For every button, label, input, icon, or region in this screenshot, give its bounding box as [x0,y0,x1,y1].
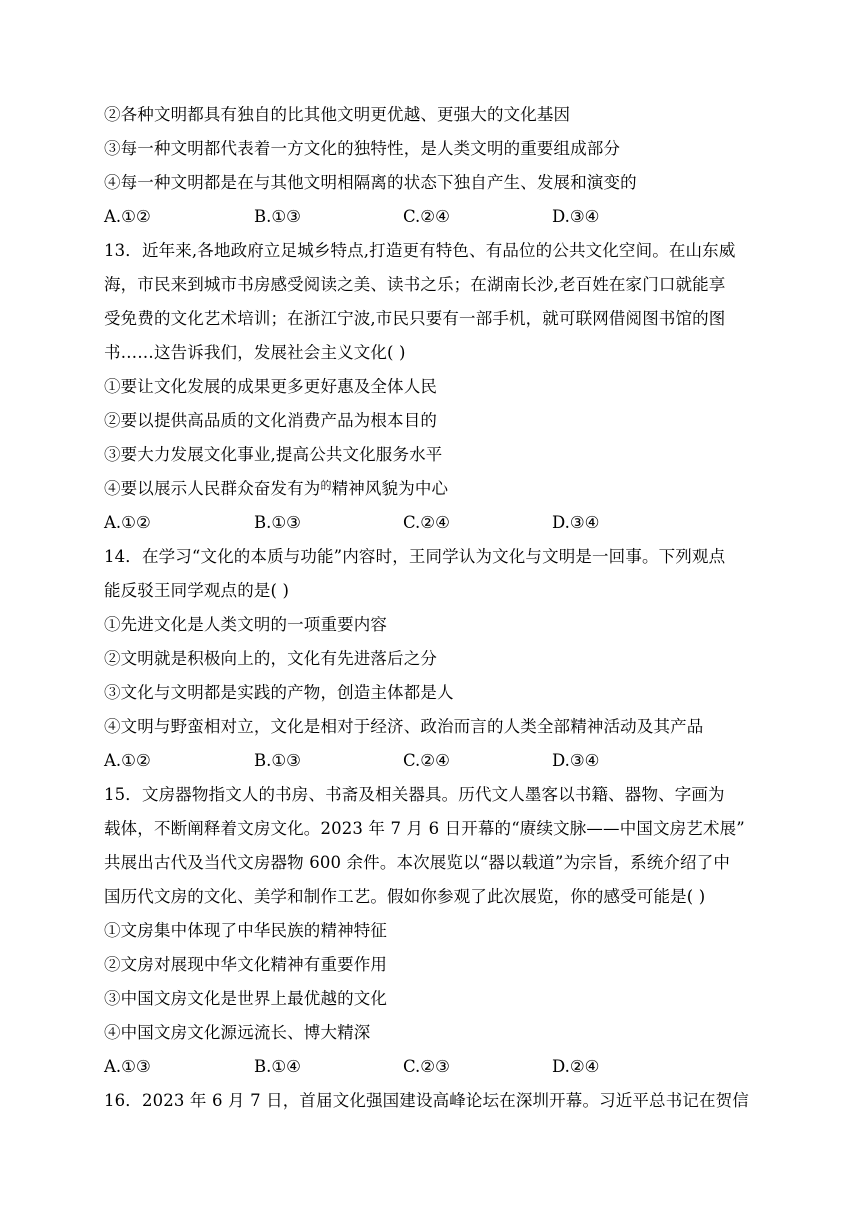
q14-option-b: B.①③ [254,751,301,770]
q13-item-4-superscript: 的 [320,479,332,492]
q14-option-a: A.①② [104,751,151,770]
q13-option-c: C.②④ [403,513,450,532]
q14-item-2: ②文明就是积极向上的，文化有先进落后之分 [104,649,437,668]
q12-item-4: ④每一种文明都是在与其他文明相隔离的状态下独自产生、发展和演变的 [104,173,637,192]
q13-option-b: B.①③ [254,513,301,532]
q14-option-d: D.③④ [552,751,600,770]
q13-stem-line-4: 书……这告诉我们，发展社会主义文化( ) [104,343,406,362]
q13-item-3: ③要大力发展文化事业,提高公共文化服务水平 [104,445,443,464]
q13-item-4-part-a: ④要以展示人民群众奋发有为 [104,479,321,498]
q14-item-3: ③文化与文明都是实践的产物，创造主体都是人 [104,683,454,702]
q12-option-b: B.①③ [254,207,301,226]
q15-item-4: ④中国文房文化源远流长、博大精深 [104,1023,371,1042]
q15-option-b: B.①④ [254,1057,301,1076]
q15-stem-line-2: 载体，不断阐释着文房文化。2023 年 7 月 6 日开幕的“赓续文脉——中国文房艺术展” [104,819,745,838]
q14-stem-line-1: 14．在学习“文化的本质与功能”内容时，王同学认为文化与文明是一回事。下列观点 [104,547,726,566]
q13-stem-line-1: 13．近年来,各地政府立足城乡特点,打造更有特色、有品位的公共文化空间。在山东威 [104,241,736,260]
q14-item-4: ④文明与野蛮相对立，文化是相对于经济、政治而言的人类全部精神活动及其产品 [104,717,704,736]
q13-item-4-part-b: 精神风貌为中心 [331,479,449,498]
q15-stem-line-1: 15．文房器物指文人的书房、书斋及相关器具。历代文人墨客以书籍、器物、字画为 [104,785,725,804]
q13-stem-line-2: 海，市民来到城市书房感受阅读之美、读书之乐；在湖南长沙,老百姓在家门口就能享 [104,275,726,294]
q12-option-d: D.③④ [552,207,600,226]
q12-item-3: ③每一种文明都代表着一方文化的独特性，是人类文明的重要组成部分 [104,139,621,158]
q15-item-2: ②文房对展现中华文化精神有重要作用 [104,955,388,974]
q14-item-1: ①先进文化是人类文明的一项重要内容 [104,615,388,634]
q13-item-1: ①要让文化发展的成果更多更好惠及全体人民 [104,377,437,396]
q15-stem-line-3: 共展出古代及当代文房器物 600 余件。本次展览以“器以载道”为宗旨，系统介绍了中 [104,853,731,872]
q16-stem-line-1: 16．2023 年 6 月 7 日，首届文化强国建设高峰论坛在深圳开幕。习近平总书记在贺信 [104,1091,749,1110]
q13-item-4 [104,478,448,502]
q15-option-d: D.②④ [552,1057,600,1076]
q14-option-c: C.②④ [403,751,450,770]
q15-option-a: A.①③ [104,1057,151,1076]
q15-option-c: C.②③ [403,1057,450,1076]
q13-option-a: A.①② [104,513,151,532]
q13-item-2: ②要以提供高品质的文化消费产品为根本目的 [104,411,437,430]
q15-stem-line-4: 国历代文房的文化、美学和制作工艺。假如你参观了此次展览，你的感受可能是( ) [104,887,706,906]
q12-item-2: ②各种文明都具有独自的比其他文明更优越、更强大的文化基因 [104,105,571,124]
q12-option-a: A.①② [104,207,151,226]
q15-item-1: ①文房集中体现了中华民族的精神特征 [104,921,388,940]
q15-item-3: ③中国文房文化是世界上最优越的文化 [104,989,388,1008]
q13-stem-line-3: 受免费的文化艺术培训；在浙江宁波,市民只要有一部手机，就可联网借阅图书馆的图 [104,309,726,328]
q14-stem-line-2: 能反驳王同学观点的是( ) [104,581,290,600]
q12-option-c: C.②④ [403,207,450,226]
q13-option-d: D.③④ [552,513,600,532]
